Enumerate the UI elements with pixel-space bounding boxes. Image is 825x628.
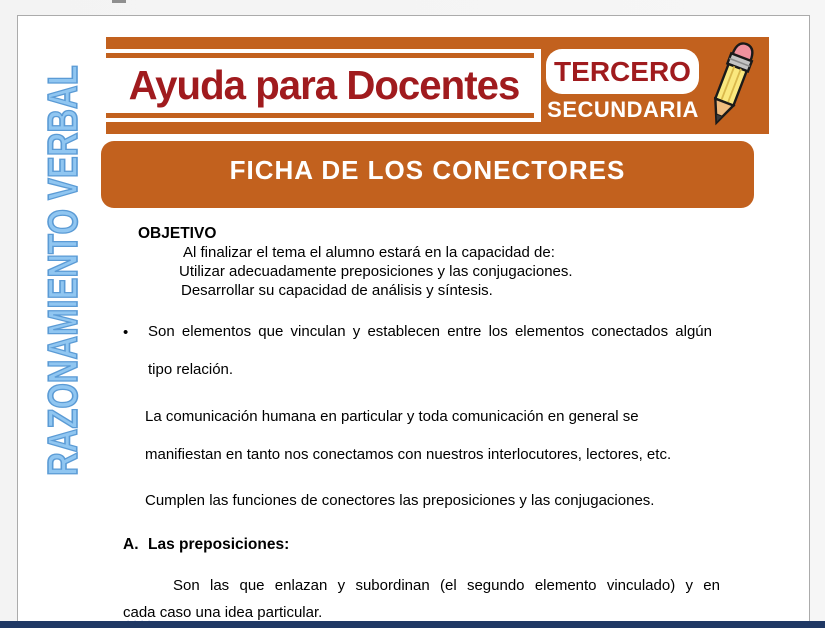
objective-lines: Al finalizar el tema el alumno estará en la capacidad de: Utilizar adecuadamente preposiciones y las conjugaciones. Desarrollar su capacidad de análisis y síntesis.: [179, 244, 573, 299]
brand-title: Ayuda para Docentes: [128, 62, 520, 108]
top-ui-fragment: [112, 0, 126, 3]
document-page: [17, 15, 810, 628]
spellcheck-word: cada: [123, 604, 156, 621]
pencil-icon: [690, 36, 770, 136]
banner-stripe-bottom: [106, 113, 534, 118]
prepositions-line2-rest: caso una idea particular.: [155, 604, 323, 621]
prepositions-line1: Son las que enlazan y subordinan (el segundo elemento vinculado) y en: [173, 577, 720, 594]
page-title-banner: [101, 141, 754, 208]
brand-banner: [106, 37, 769, 134]
section-a-heading: [123, 536, 289, 554]
section-a-label: A.: [123, 536, 139, 553]
objective-block: [138, 224, 698, 300]
grade-badge-level: TERCERO: [546, 49, 699, 94]
bullet-marker: •: [123, 324, 129, 341]
brand-banner-inner: [106, 49, 541, 122]
bullet-paragraph-lines: Son elementos que vinculan y establecen entre los elementos conectados algún tipo relación.: [148, 323, 712, 378]
communication-paragraph: La comunicación humana en particular y toda comunicación en general se manifiestan en tanto nos conectamos con nuestros interlocutores, lectores, etc.: [145, 408, 672, 463]
grade-badge-stage: SECUNDARIA: [547, 97, 699, 122]
connectors-function-paragraph: Cumplen las funciones de conectores las preposiciones y las conjugaciones.: [145, 492, 655, 509]
bullet-paragraph: [123, 313, 713, 389]
prepositions-paragraph: [123, 572, 720, 626]
banner-stripe-top: [106, 53, 534, 58]
page-title: FICHA DE LOS CONECTORES: [229, 155, 626, 185]
bottom-border-bar: [0, 621, 825, 628]
section-a-title: Las preposiciones:: [148, 536, 290, 553]
vertical-subject-label: RAZONAMIENTO VERBAL: [39, 65, 86, 476]
objective-heading: OBJETIVO: [138, 225, 217, 242]
